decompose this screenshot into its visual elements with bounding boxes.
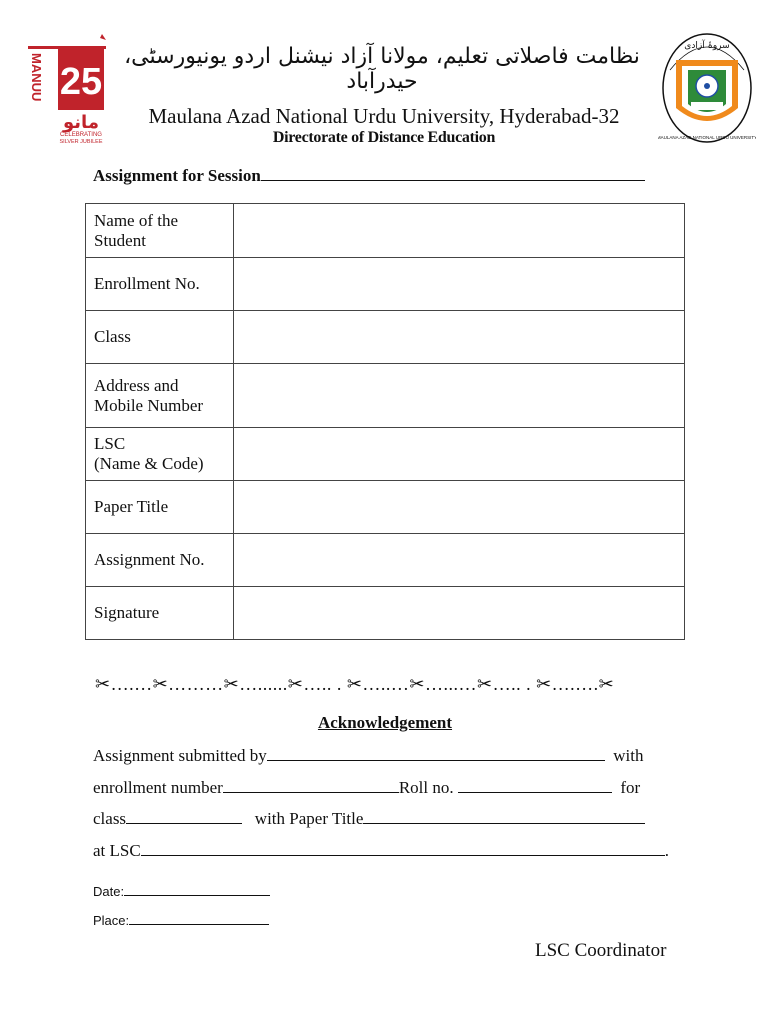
svg-text:SILVER JUBILEE: SILVER JUBILEE — [59, 139, 103, 145]
svg-text:مانو: مانو — [63, 112, 99, 133]
date-line: Date: — [93, 884, 270, 899]
row-label-enrollment: Enrollment No. — [86, 258, 234, 311]
paper-title-field[interactable] — [234, 481, 685, 534]
row-label-signature: Signature — [86, 587, 234, 640]
session-blank[interactable] — [261, 166, 645, 181]
submitted-by-blank[interactable] — [267, 747, 605, 761]
student-name-field[interactable] — [234, 204, 685, 258]
table-row — [86, 428, 685, 481]
row-label-paper-title: Paper Title — [86, 481, 234, 534]
lsc-blank[interactable] — [141, 842, 665, 856]
lsc-field[interactable] — [234, 428, 685, 481]
logo-number: 25 — [59, 61, 103, 103]
manuu-silver-jubilee-logo — [24, 28, 110, 148]
place-blank[interactable] — [129, 913, 269, 925]
row-label-name: Name of the Student — [86, 204, 234, 258]
svg-text:سروۂ آزادی: سروۂ آزادی — [684, 41, 730, 51]
enrollment-number-blank[interactable] — [223, 779, 399, 793]
address-mobile-field[interactable] — [234, 364, 685, 428]
svg-text:MANUU: MANUU — [29, 53, 44, 102]
student-details-table — [85, 203, 685, 640]
directorate-name: Directorate of Distance Education — [272, 129, 496, 146]
table-row — [86, 364, 685, 428]
table-row — [86, 534, 685, 587]
svg-text:MAULANA AZAD NATIONAL URDU UNI: MAULANA AZAD NATIONAL URDU UNIVERSITY — [658, 135, 756, 140]
assignment-no-field[interactable] — [234, 534, 685, 587]
ack-line-class: class with Paper Title — [93, 809, 645, 829]
paper-title-blank[interactable] — [363, 810, 645, 824]
acknowledgement-title: Acknowledgement — [317, 713, 453, 732]
lsc-coordinator-label: LSC Coordinator — [535, 940, 667, 961]
row-label-address: Address and Mobile Number — [86, 364, 234, 428]
table-row — [86, 481, 685, 534]
class-field[interactable] — [234, 311, 685, 364]
university-emblem-icon — [658, 30, 756, 148]
signature-field[interactable] — [234, 587, 685, 640]
scissors-cut-line: ✂….…✂………✂…......✂….. . ✂…..…✂…...…✂….. . ✂….….✂ — [95, 674, 615, 694]
place-line: Place: — [93, 913, 269, 928]
table-row — [86, 258, 685, 311]
row-label-assignment-no: Assignment No. — [86, 534, 234, 587]
session-line — [93, 166, 645, 186]
row-label-class: Class — [86, 311, 234, 364]
table-row — [86, 311, 685, 364]
table-row — [86, 587, 685, 640]
roll-no-blank[interactable] — [458, 779, 612, 793]
enrollment-field[interactable] — [234, 258, 685, 311]
date-blank[interactable] — [124, 884, 270, 896]
svg-text:CELEBRATING: CELEBRATING — [60, 132, 102, 138]
session-label: Assignment for Session — [93, 166, 261, 185]
class-blank[interactable] — [126, 810, 242, 824]
urdu-title: نظامت فاصلاتی تعلیم، مولانا آزاد نیشنل اردو یونیورسٹی، حیدرآباد — [124, 44, 640, 94]
row-label-lsc: LSC (Name & Code) — [86, 428, 234, 481]
table-row — [86, 204, 685, 258]
ack-line-submitted-by: Assignment submitted by with — [93, 746, 644, 765]
ack-line-enrollment: enrollment number Roll no. for — [93, 778, 641, 797]
university-name: Maulana Azad National Urdu University, Hyderabad-32 — [148, 104, 620, 128]
ack-line-lsc: at LSC . — [93, 841, 669, 860]
